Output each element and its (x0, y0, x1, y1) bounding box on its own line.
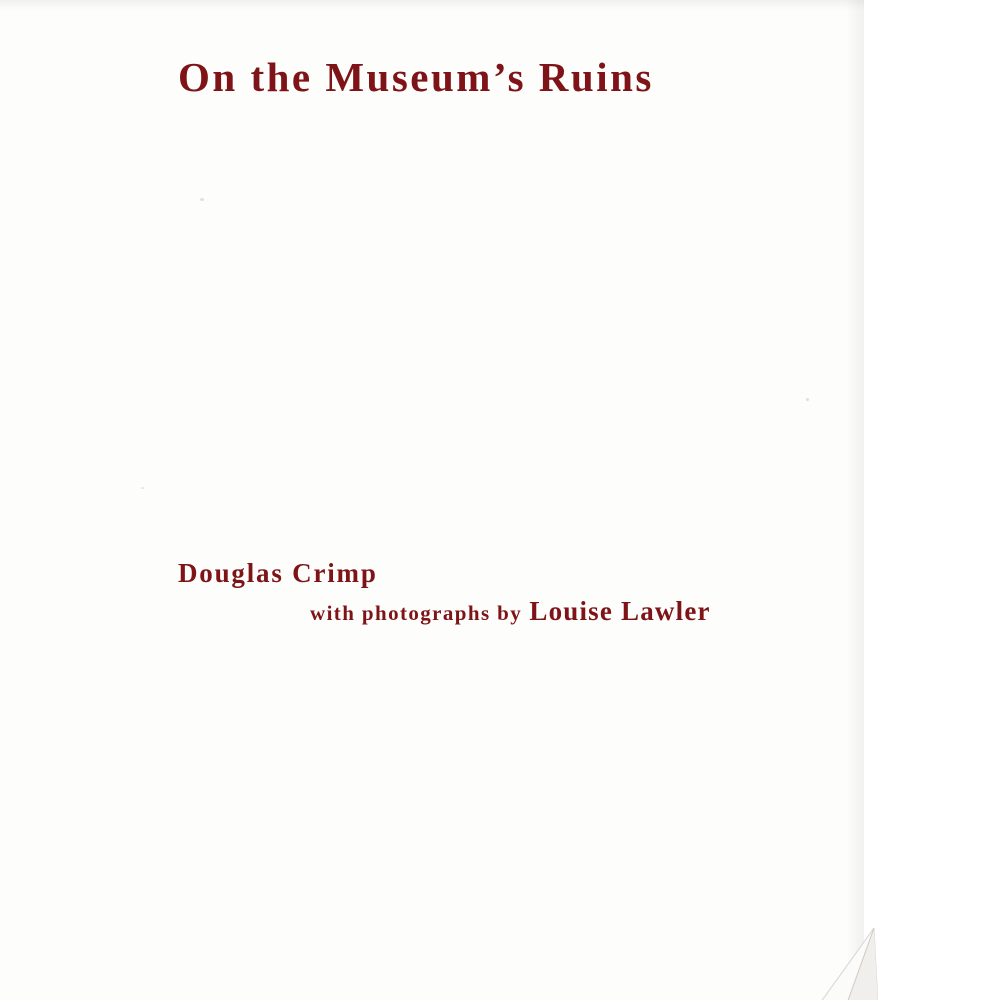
contributor-credit-name: Louise Lawler (529, 596, 711, 626)
page-title: On the Museum’s Ruins (178, 54, 654, 101)
contributor-credit (310, 596, 711, 627)
author-name: Douglas Crimp (178, 558, 378, 588)
contributor-credit-lead: with photographs by (310, 601, 523, 625)
